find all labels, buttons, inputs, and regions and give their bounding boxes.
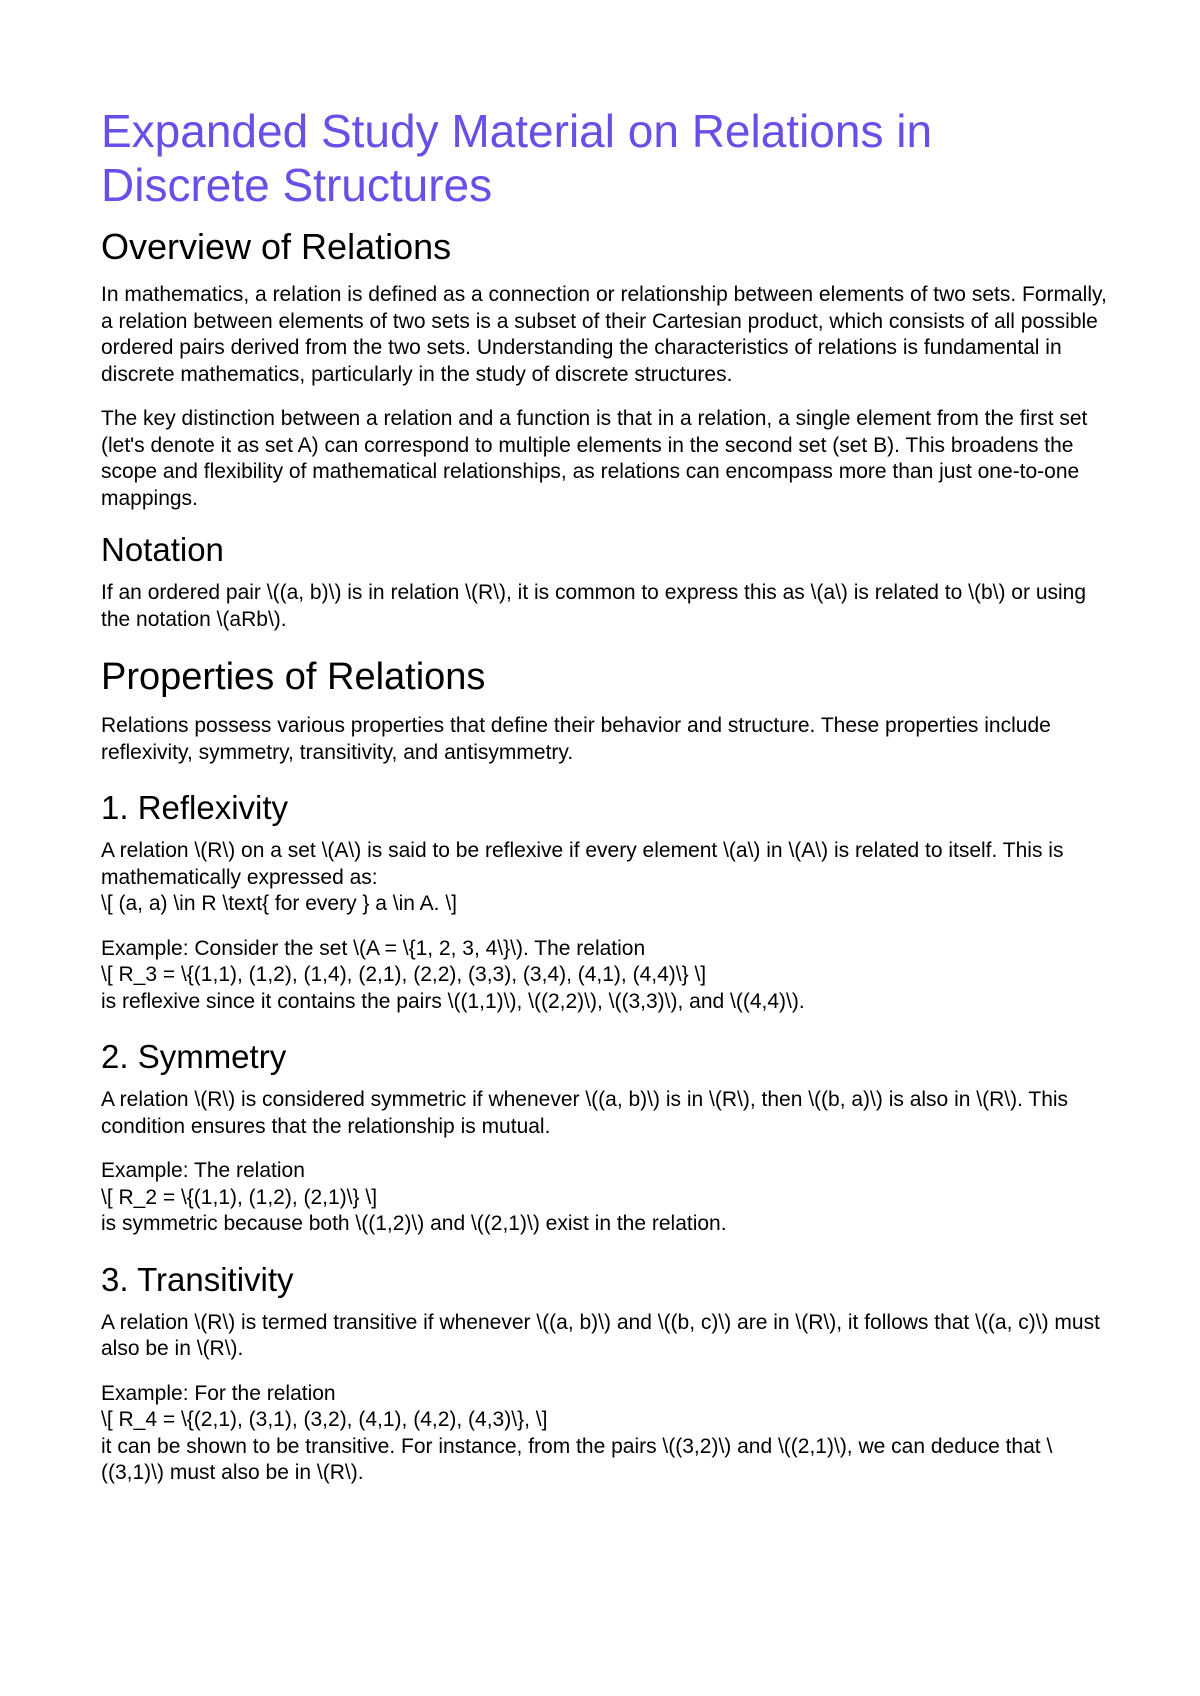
- notation-heading: Notation: [101, 531, 224, 568]
- overview-paragraph-1: In mathematics, a relation is defined as a connection or relationship between elements of two sets. Formally, a relation between elements of two sets is a subset of their Cartesian product, which consists of all possible ordered pairs derived from the two sets. Understanding the characteristics of relations is fundamental in discrete mathematics, particularly in the study of discrete structures.: [101, 283, 1107, 386]
- transitivity-example-formula: \[ R_4 = \{(2,1), (3,1), (3,2), (4,1), (4,2), (4,3)\}, \]: [101, 1408, 548, 1431]
- reflexivity-formula: \[ (a, a) \in R \text{ for every } a \in A. \]: [101, 892, 457, 915]
- transitivity-example-intro: Example: For the relation: [101, 1381, 336, 1405]
- symmetry-example: [101, 1158, 1111, 1238]
- reflexivity-example: [101, 936, 1111, 1016]
- symmetry-example-formula: \[ R_2 = \{(1,1), (1,2), (2,1)\} \]: [101, 1185, 378, 1209]
- reflexivity-definition: [101, 838, 1111, 918]
- document-title: Expanded Study Material on Relations in Discrete Structures: [101, 105, 933, 211]
- symmetry-example-intro: Example: The relation: [101, 1159, 305, 1182]
- properties-paragraph: Relations possess various properties that define their behavior and structure. These properties include reflexivity, symmetry, transitivity, and antisymmetry.: [101, 714, 1051, 764]
- transitivity-example: [101, 1381, 1111, 1487]
- symmetry-example-conclusion: is symmetric because both \((1,2)\) and \((2,1)\) exist in the relation.: [101, 1212, 727, 1235]
- document-page: [101, 104, 1111, 1505]
- reflexivity-example-intro: Example: Consider the set \(A = \{1, 2, 3, 4\}\). The relation: [101, 936, 646, 960]
- transitivity-definition: A relation \(R\) is termed transitive if whenever \((a, b)\) and \((b, c)\) are in \(R\), it follows that \((a, c)\) must also be in \(R\).: [101, 1310, 1100, 1360]
- reflexivity-example-formula: \[ R_3 = \{(1,1), (1,2), (1,4), (2,1), (2,2), (3,3), (3,4), (4,1), (4,4)\} \]: [101, 963, 707, 986]
- transitivity-heading: 3. Transitivity: [101, 1260, 294, 1298]
- transitivity-example-conclusion: it can be shown to be transitive. For instance, from the pairs \((3,2)\) and \((2,1)\), we can deduce that \((3,1)\) must also be in \(R\).: [101, 1434, 1053, 1484]
- reflexivity-example-conclusion: is reflexive since it contains the pairs \((1,1)\), \((2,2)\), \((3,3)\), and \((4,4)\).: [101, 989, 805, 1013]
- reflexivity-definition-text: A relation \(R\) on a set \(A\) is said to be reflexive if every element \(a\) in \(A\) is related to itself. This is mathematically expressed as:: [101, 839, 1064, 889]
- notation-paragraph: If an ordered pair \((a, b)\) is in relation \(R\), it is common to express this as \(a\) is related to \(b\) or using the notation \(aRb\).: [101, 581, 1087, 631]
- symmetry-heading: 2. Symmetry: [101, 1038, 287, 1075]
- reflexivity-heading: 1. Reflexivity: [101, 789, 289, 826]
- symmetry-definition: A relation \(R\) is considered symmetric if whenever \((a, b)\) is in \(R\), then \((b, a)\) is also in \(R\). This condition ensures that the relationship is mutual.: [101, 1088, 1069, 1138]
- overview-paragraph-2: The key distinction between a relation and a function is that in a relation, a single element from the first set (let's denote it as set A) can correspond to multiple elements in the second set (set B). This broadens the scope and flexibility of mathematical relationships, as relations can encompass more than just one-to-one mappings.: [101, 407, 1088, 510]
- properties-heading: Properties of Relations: [101, 656, 486, 698]
- overview-heading: Overview of Relations: [101, 226, 452, 267]
